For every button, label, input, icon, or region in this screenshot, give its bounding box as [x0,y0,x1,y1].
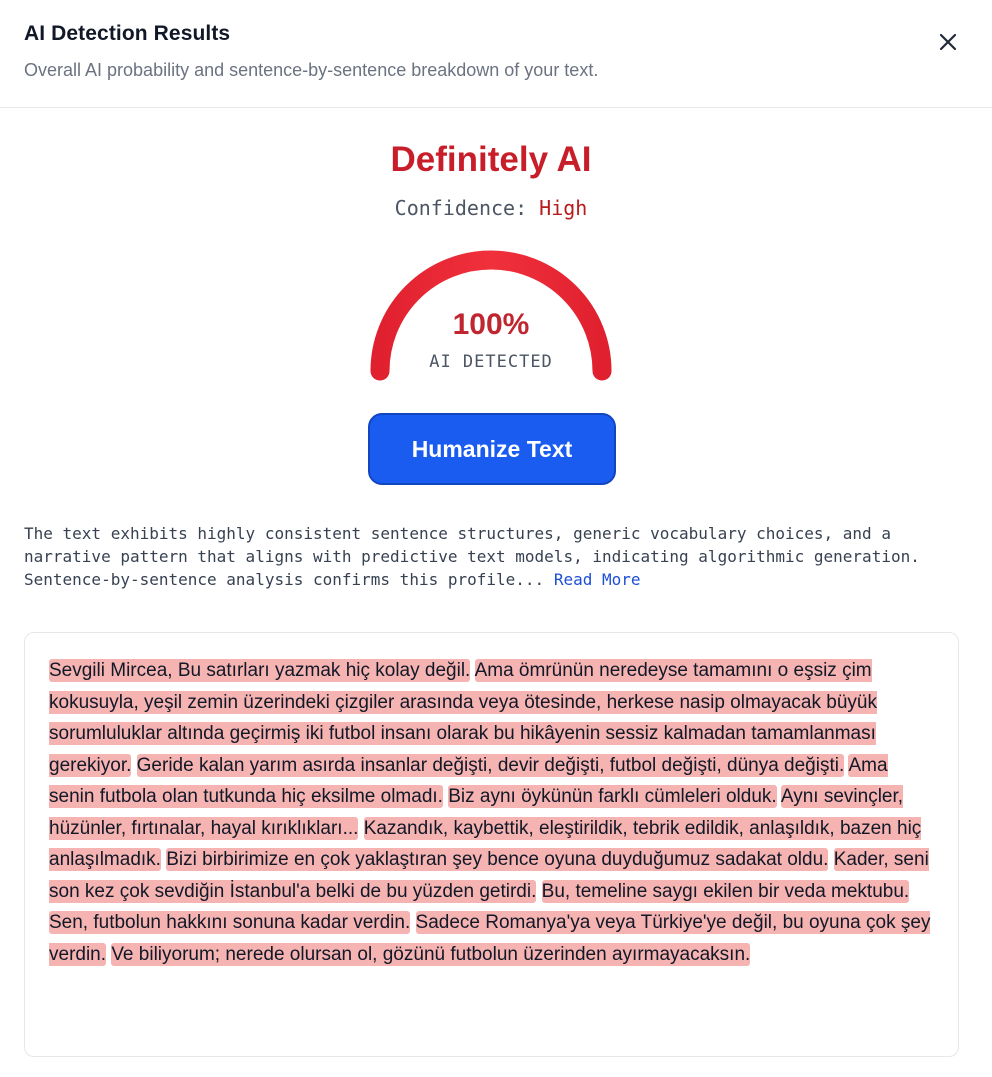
dialog-header [0,0,992,108]
dialog-title: AI Detection Results [24,22,231,45]
analyzed-text-panel [24,632,959,1057]
verdict-label: Definitely AI [390,140,592,179]
highlighted-sentence: Bu, temeline saygı ekilen bir veda mektubu. [541,880,910,902]
highlighted-sentence: Kader, seni son kez çok sevdiğin İstanbul'a belki de bu yüzden getirdi. [49,849,929,902]
highlighted-sentence: Biz aynı öykünün farklı cümleleri olduk. [448,786,777,807]
highlighted-sentence: Ve biliyorum; nerede olursan ol, gözünü futbolun üzerinden ayırmayacaksın. [111,943,751,965]
confidence-label: Confidence: [394,196,528,220]
highlighted-sentence: Ama ömrünün neredeyse tamamını o eşsiz çim kokusuyla, yeşil zemin üzerindeki çizgiler arasında veya ötesinde, herkese nasip olmayacak büyük sorumluluklar altında geçirmiş iki futbol insanı olarak bu hikâyenin sessiz kalmadan tamamlanması gerekiyor. [49,660,877,776]
read-more-link[interactable]: Read More [553,570,641,589]
close-button[interactable] [930,24,966,60]
ai-percentage: 100% [452,308,530,341]
confidence-line [0,196,982,220]
highlighted-sentence: Sen, futbolun hakkını sonuna kadar verdin. [49,912,411,933]
highlighted-sentence: Ama senin futbola olan tutkunda hiç eksilme olmadı. [49,754,888,807]
highlighted-sentence: Aynı sevinçler, hüzünler, fırtınalar, hayal kırıklıkları... [49,786,904,839]
humanize-text-button[interactable]: Humanize Text [368,413,616,485]
close-icon [938,32,958,52]
highlighted-sentence: Kazandık, kaybettik, eleştirildik, tebrik edildik, anlaşıldık, bazen hiç anlaşılmadık. [49,817,922,870]
dialog-subtitle: Overall AI probability and sentence-by-sentence breakdown of your text. [24,60,599,80]
analysis-summary [24,522,964,591]
highlighted-sentence: Sevgili Mircea, Bu satırları yazmak hiç kolay değil. [49,660,471,681]
highlighted-sentence: Geride kalan yarım asırda insanlar değişti, devir değişti, futbol değişti, dünya değişti. [136,754,845,776]
gauge-caption: AI DETECTED [429,352,553,372]
confidence-level: High [539,196,588,220]
highlighted-sentence: Sadece Romanya'ya veya Türkiye'ye değil, bu oyuna çok şey verdin. [49,912,931,965]
highlighted-sentence: Bizi birbirimize en çok yaklaştıran şey bence oyuna duyduğumuz sadakat oldu. [166,849,829,870]
summary-text: The text exhibits highly consistent sentence structures, generic vocabulary choices, and a narrative pattern that aligns with predictive text models, indicating algorithmic generation. Sentence-by-sentence analysis confirms this profile... [24,524,920,589]
analyzed-text [49,655,936,970]
